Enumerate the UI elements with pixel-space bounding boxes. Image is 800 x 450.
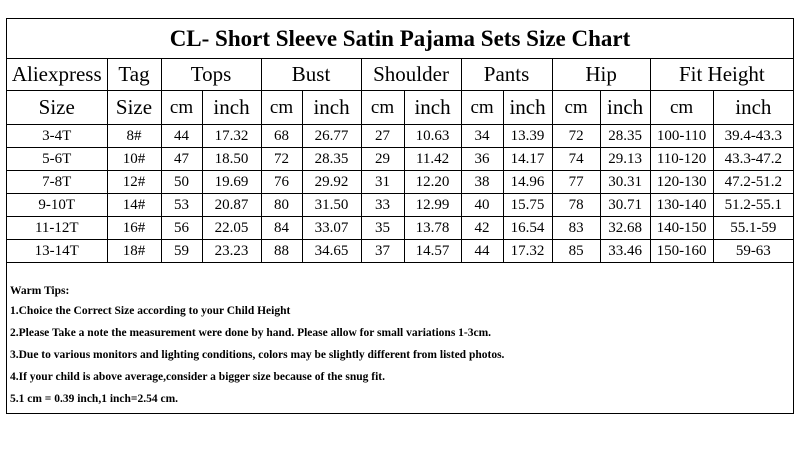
cell-tops-inch: 23.23 (202, 240, 261, 263)
table-row (7, 171, 793, 194)
tip-line: 2.Please Take a note the measurement were done by hand. Please allow for small variations 1-3cm. (10, 327, 492, 339)
cell-hip-inch: 32.68 (600, 217, 650, 240)
cell-pants-inch: 17.32 (503, 240, 552, 263)
cell-size: 3-4T (7, 125, 107, 148)
cell-height-cm: 150-160 (650, 240, 713, 263)
unit-cm: cm (161, 91, 202, 125)
cell-height-cm: 100-110 (650, 125, 713, 148)
cell-bust-cm: 84 (261, 217, 302, 240)
cell-pants-inch: 14.17 (503, 148, 552, 171)
cell-height-inch: 55.1-59 (713, 217, 793, 240)
tips-heading: Warm Tips: (10, 285, 70, 297)
cell-hip-cm: 83 (552, 217, 600, 240)
cell-height-inch: 39.4-43.3 (713, 125, 793, 148)
cell-hip-inch: 33.46 (600, 240, 650, 263)
cell-size: 7-8T (7, 171, 107, 194)
cell-bust-cm: 80 (261, 194, 302, 217)
cell-tops-inch: 18.50 (202, 148, 261, 171)
header-pants: Pants (461, 58, 552, 91)
header-tag-size: Size (107, 91, 161, 125)
unit-inch: inch (404, 91, 461, 125)
cell-pants-cm: 34 (461, 125, 503, 148)
cell-bust-inch: 33.07 (302, 217, 361, 240)
cell-pants-inch: 14.96 (503, 171, 552, 194)
cell-tag: 8# (107, 125, 161, 148)
cell-shoulder-cm: 29 (361, 148, 404, 171)
size-chart-sheet (6, 18, 794, 414)
header-row-units (7, 91, 793, 125)
tip-line: 3.Due to various monitors and lighting conditions, colors may be slightly different from listed photos. (10, 349, 505, 361)
header-aliexpress: Aliexpress (7, 58, 107, 91)
table-row (7, 194, 793, 217)
unit-cm: cm (461, 91, 503, 125)
warm-tips (7, 282, 793, 410)
cell-height-inch: 59-63 (713, 240, 793, 263)
cell-hip-cm: 85 (552, 240, 600, 263)
cell-bust-inch: 34.65 (302, 240, 361, 263)
cell-tops-inch: 17.32 (202, 125, 261, 148)
header-hip: Hip (552, 58, 650, 91)
cell-tops-inch: 19.69 (202, 171, 261, 194)
cell-tag: 16# (107, 217, 161, 240)
header-aliexpress-size: Size (7, 91, 107, 125)
cell-shoulder-inch: 12.20 (404, 171, 461, 194)
cell-tops-cm: 56 (161, 217, 202, 240)
header-bust: Bust (261, 58, 361, 91)
cell-shoulder-cm: 33 (361, 194, 404, 217)
header-tag: Tag (107, 58, 161, 91)
cell-height-inch: 51.2-55.1 (713, 194, 793, 217)
unit-inch: inch (503, 91, 552, 125)
cell-height-cm: 110-120 (650, 148, 713, 171)
cell-tops-inch: 20.87 (202, 194, 261, 217)
cell-shoulder-inch: 11.42 (404, 148, 461, 171)
cell-hip-inch: 30.71 (600, 194, 650, 217)
cell-tops-cm: 53 (161, 194, 202, 217)
cell-tops-cm: 44 (161, 125, 202, 148)
cell-pants-cm: 44 (461, 240, 503, 263)
cell-size: 9-10T (7, 194, 107, 217)
cell-height-inch: 47.2-51.2 (713, 171, 793, 194)
unit-inch: inch (713, 91, 793, 125)
cell-tag: 14# (107, 194, 161, 217)
size-table (7, 58, 793, 263)
cell-bust-inch: 29.92 (302, 171, 361, 194)
cell-shoulder-cm: 27 (361, 125, 404, 148)
cell-tops-cm: 59 (161, 240, 202, 263)
table-row (7, 217, 793, 240)
cell-shoulder-cm: 35 (361, 217, 404, 240)
cell-hip-cm: 78 (552, 194, 600, 217)
cell-tops-cm: 47 (161, 148, 202, 171)
cell-tops-cm: 50 (161, 171, 202, 194)
chart-title: CL- Short Sleeve Satin Pajama Sets Size Chart (7, 19, 793, 59)
cell-bust-inch: 26.77 (302, 125, 361, 148)
cell-tag: 12# (107, 171, 161, 194)
tip-line: 1.Choice the Correct Size according to your Child Height (10, 305, 291, 317)
unit-cm: cm (650, 91, 713, 125)
cell-bust-inch: 31.50 (302, 194, 361, 217)
cell-height-cm: 120-130 (650, 171, 713, 194)
cell-shoulder-inch: 12.99 (404, 194, 461, 217)
cell-pants-inch: 16.54 (503, 217, 552, 240)
cell-hip-inch: 30.31 (600, 171, 650, 194)
table-row (7, 240, 793, 263)
cell-hip-cm: 72 (552, 125, 600, 148)
cell-pants-cm: 38 (461, 171, 503, 194)
cell-height-inch: 43.3-47.2 (713, 148, 793, 171)
cell-bust-cm: 76 (261, 171, 302, 194)
unit-cm: cm (261, 91, 302, 125)
cell-pants-cm: 36 (461, 148, 503, 171)
tip-line: 4.If your child is above average,consider a bigger size because of the snug fit. (10, 371, 386, 383)
cell-tag: 10# (107, 148, 161, 171)
cell-shoulder-inch: 13.78 (404, 217, 461, 240)
cell-tag: 18# (107, 240, 161, 263)
cell-bust-cm: 72 (261, 148, 302, 171)
tip-line: 5.1 cm = 0.39 inch,1 inch=2.54 cm. (10, 393, 179, 405)
cell-hip-inch: 28.35 (600, 125, 650, 148)
cell-bust-cm: 88 (261, 240, 302, 263)
cell-shoulder-inch: 14.57 (404, 240, 461, 263)
unit-inch: inch (202, 91, 261, 125)
cell-pants-cm: 42 (461, 217, 503, 240)
header-tops: Tops (161, 58, 261, 91)
cell-pants-inch: 13.39 (503, 125, 552, 148)
cell-tops-inch: 22.05 (202, 217, 261, 240)
cell-pants-cm: 40 (461, 194, 503, 217)
cell-shoulder-cm: 31 (361, 171, 404, 194)
cell-shoulder-cm: 37 (361, 240, 404, 263)
unit-inch: inch (302, 91, 361, 125)
table-row (7, 148, 793, 171)
unit-inch: inch (600, 91, 650, 125)
unit-cm: cm (552, 91, 600, 125)
cell-hip-inch: 29.13 (600, 148, 650, 171)
cell-height-cm: 140-150 (650, 217, 713, 240)
header-row-groups (7, 58, 793, 91)
cell-bust-inch: 28.35 (302, 148, 361, 171)
cell-pants-inch: 15.75 (503, 194, 552, 217)
cell-hip-cm: 74 (552, 148, 600, 171)
cell-size: 13-14T (7, 240, 107, 263)
cell-hip-cm: 77 (552, 171, 600, 194)
unit-cm: cm (361, 91, 404, 125)
cell-bust-cm: 68 (261, 125, 302, 148)
table-row (7, 125, 793, 148)
cell-shoulder-inch: 10.63 (404, 125, 461, 148)
cell-size: 5-6T (7, 148, 107, 171)
cell-height-cm: 130-140 (650, 194, 713, 217)
header-fit-height: Fit Height (650, 58, 793, 91)
header-shoulder: Shoulder (361, 58, 461, 91)
cell-size: 11-12T (7, 217, 107, 240)
